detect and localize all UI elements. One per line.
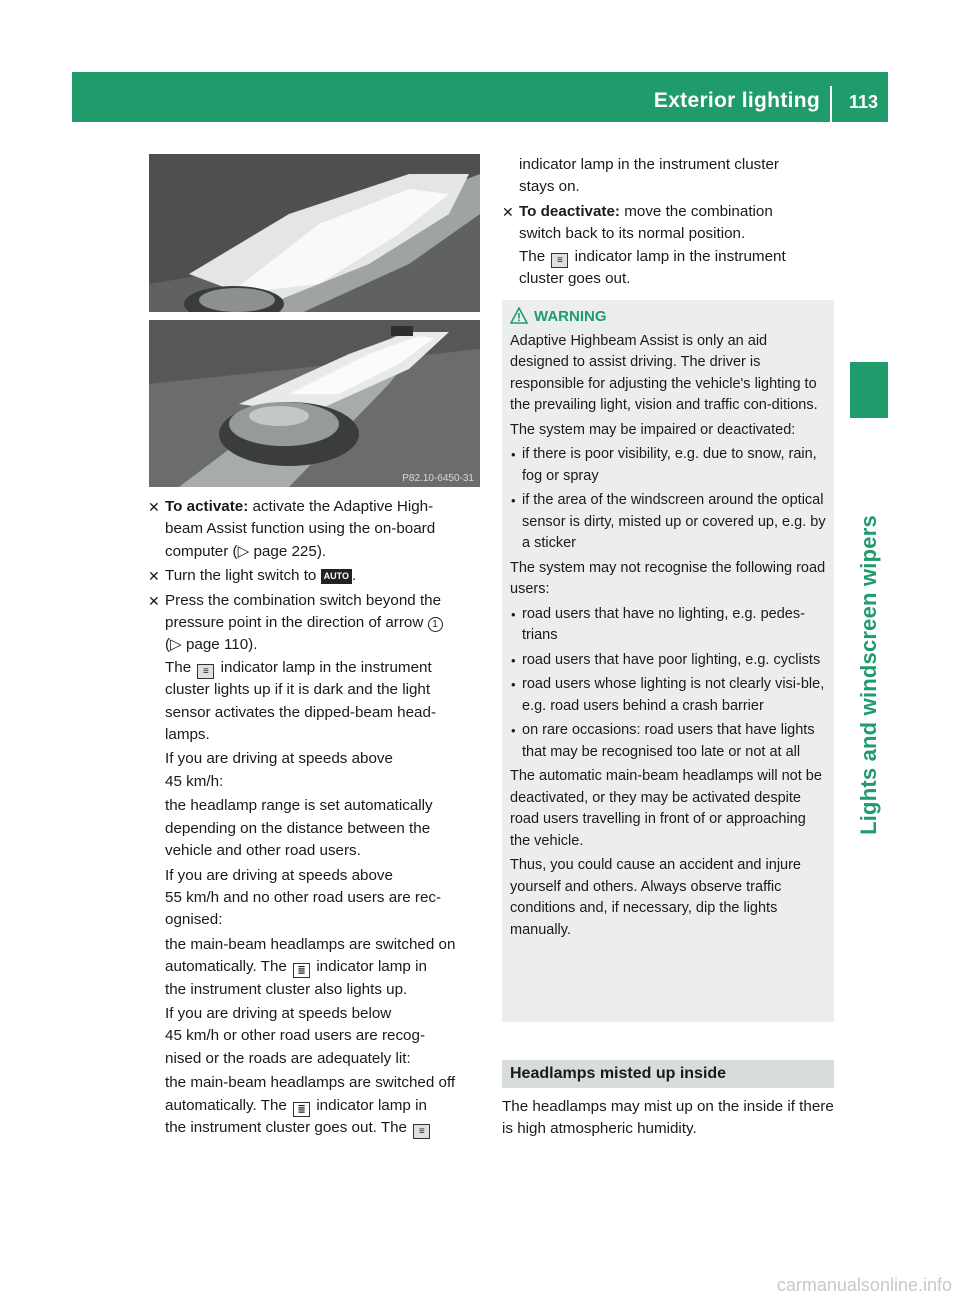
warning-title: WARNING [534, 308, 607, 325]
step-arrow-icon: ✕ [502, 203, 514, 220]
chapter-tab-label: Lights and windscreen wipers [856, 515, 881, 835]
main-beam-indicator-icon: ≣ [293, 963, 310, 978]
warning-box [502, 300, 834, 1022]
body-text: If you are driving at speeds above [165, 750, 393, 768]
list-item: • if there is poor visibility, e.g. due to snow, rain, fog or spray [510, 444, 826, 487]
header-divider [830, 86, 832, 122]
paragraph [148, 934, 482, 1001]
page-header [72, 72, 888, 122]
body-text: indicator lamp in the instrument cluster [519, 156, 779, 173]
section-title: Exterior lighting [653, 89, 820, 112]
auto-switch-icon: AUTO [321, 569, 352, 584]
body-text: cluster lights up if it is dark and the light [165, 681, 431, 699]
list-item: • road users that have no lighting, e.g. pedes-trians [510, 604, 826, 647]
right-column [502, 154, 834, 292]
arrow-number-icon: 1 [428, 617, 443, 632]
step-text: pressure point in the direction of arrow [165, 614, 424, 632]
body-text: automatically. The [165, 1096, 287, 1114]
warning-triangle-icon [510, 307, 528, 324]
page-reference-link[interactable]: computer (▷ page 225). [165, 542, 327, 560]
body-text: automatically. The [165, 958, 287, 976]
paragraph [148, 865, 482, 932]
step-text: beam Assist function using the on-board [165, 520, 436, 538]
body-text: the main-beam headlamps are switched on [165, 935, 456, 953]
headlamp-diagram [149, 154, 480, 487]
list-item: • road users whose lighting is not clearly visi-ble, e.g. road users behind a crash barrier [510, 674, 826, 717]
body-text: If you are driving at speeds above [165, 866, 393, 884]
body-text: vehicle and other road users. [165, 842, 361, 860]
adaptive-highbeam-indicator-icon: ≡ [551, 253, 568, 268]
body-text: If you are driving at speeds below [165, 1004, 392, 1022]
body-text: depending on the distance between the [165, 819, 431, 837]
headlamp-illustration [149, 154, 480, 487]
body-text: indicator lamp in [316, 1096, 427, 1114]
body-text: ognised: [165, 911, 223, 929]
body-text: the main-beam headlamps are switched off [165, 1074, 456, 1092]
list-item: • road users that have poor lighting, e.g. cyclists [510, 650, 826, 672]
figure-code: P82.10-6450-31 [402, 473, 474, 484]
body-text: stays on. [519, 178, 580, 196]
paragraph [148, 748, 482, 793]
body-text: 45 km/h: [165, 772, 224, 790]
step-label: To activate: [165, 498, 249, 515]
left-column [148, 496, 482, 1139]
body-text: The [165, 658, 192, 676]
body-text: indicator lamp in [316, 958, 427, 976]
body-text: the instrument cluster also lights up. [165, 980, 408, 998]
step-text: switch back to its normal position. [519, 225, 746, 243]
body-text: lamps. [165, 726, 210, 744]
step-label: To deactivate: [519, 202, 620, 220]
body-text: the instrument cluster goes out. The [165, 1118, 408, 1136]
step-arrow-icon: ✕ [148, 592, 160, 609]
step-text: activate the Adaptive High- [248, 498, 434, 515]
step-text: indicator lamp in the instrument [574, 247, 786, 265]
body-text: 45 km/h or other road users are recog- [165, 1027, 425, 1045]
warning-paragraph: The automatic main-beam headlamps will not be deactivated, or they may be activated despite road users travelling in front of or approaching the vehicle. [510, 768, 822, 849]
adaptive-highbeam-indicator-icon: ≡ [197, 664, 214, 679]
subsection-header [502, 1060, 834, 1088]
step-text: cluster goes out. [519, 270, 631, 288]
body-text: sensor activates the dipped-beam head- [165, 703, 437, 721]
body-text: 55 km/h and no other road users are rec- [165, 888, 442, 906]
page-reference-link[interactable]: (▷ page 110). [165, 636, 258, 654]
warning-heading [510, 306, 826, 328]
step-text: Turn the light switch to [165, 567, 317, 585]
step-text: The [519, 247, 546, 265]
step-activate [148, 496, 482, 563]
subsection-title: Headlamps misted up inside [510, 1065, 727, 1082]
list-item: • if the area of the windscreen around the optical sensor is dirty, misted up or covered up, e.g. by a sticker [510, 490, 826, 555]
watermark: carmanualsonline.info [776, 1275, 952, 1295]
warning-paragraph: The system may not recognise the following road users: [510, 559, 826, 597]
step-light-switch: ✕ Turn the light switch to AUTO . [148, 565, 482, 587]
subsection-body: The headlamps may mist up on the inside if there is high atmospheric humidity. [502, 1098, 834, 1138]
body-text: nised or the roads are adequately lit: [165, 1049, 411, 1067]
body-text: indicator lamp in the instrument [220, 658, 432, 676]
paragraph [148, 1072, 482, 1139]
step-text: Press the combination switch beyond the [165, 591, 442, 609]
warning-paragraph: Thus, you could cause an accident and injure yourself and others. Always observe traffic conditions and, if necessary, dip the lights manually. [510, 857, 801, 938]
body-text: the headlamp range is set automatically [165, 797, 433, 815]
main-beam-indicator-icon: ≣ [293, 1102, 310, 1117]
warning-paragraph: Adaptive Highbeam Assist is only an aid designed to assist driving. The driver is responsible for adjusting the vehicle's lighting to the prevailing light, vision and traffic con-ditions. [510, 332, 818, 413]
adaptive-highbeam-indicator-icon: ≡ [413, 1124, 430, 1139]
paragraph-continuation [502, 154, 834, 199]
step-deactivate [502, 201, 834, 291]
paragraph [148, 1003, 482, 1070]
step-arrow-icon: ✕ [148, 568, 160, 585]
step-arrow-icon: ✕ [148, 499, 160, 515]
warning-paragraph: The system may be impaired or deactivated: [510, 421, 796, 438]
page-number: 113 [848, 92, 878, 112]
paragraph [148, 795, 482, 862]
step-combination-switch [148, 590, 482, 747]
step-text: move the combination [620, 202, 773, 220]
list-item: • on rare occasions: road users that have lights that may be recognised too late or not at all [510, 720, 826, 763]
chapter-tab-marker [850, 362, 888, 418]
